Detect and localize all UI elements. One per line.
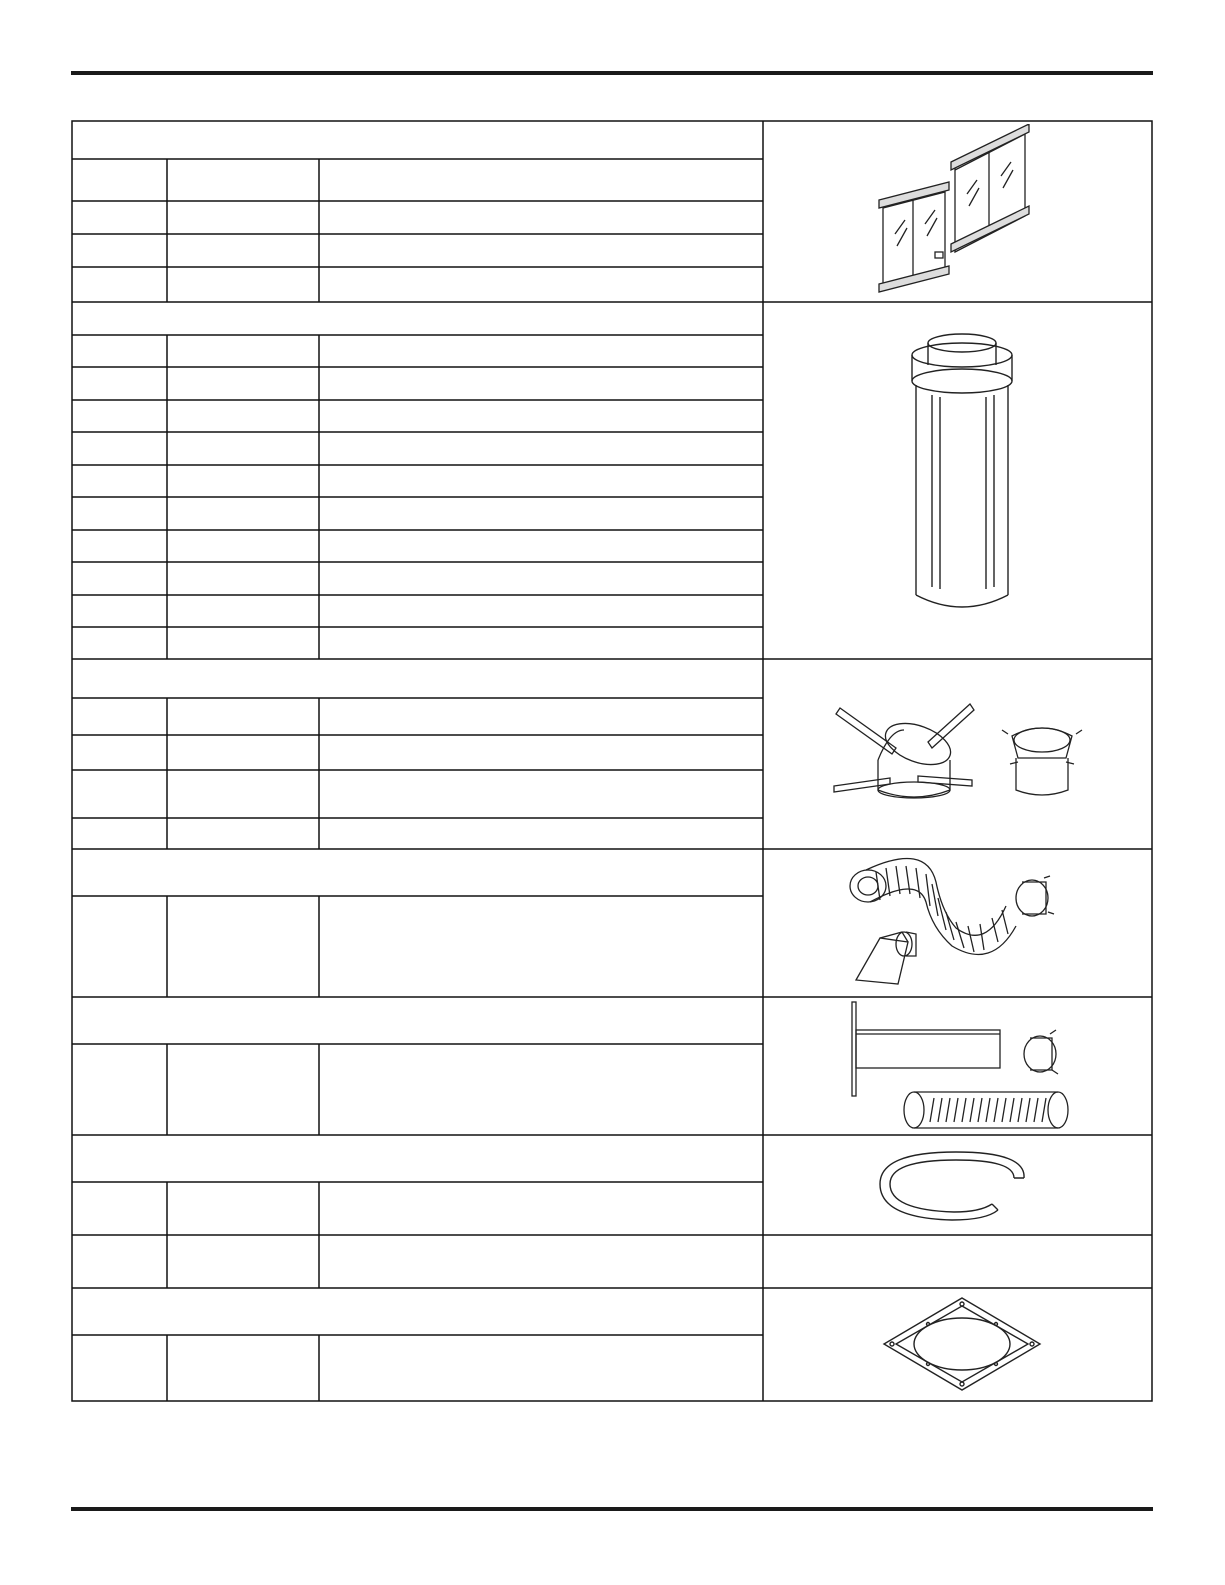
elbow-illustration	[832, 700, 1102, 810]
ceiling-firestop-illustration	[882, 1296, 1042, 1392]
flex-vent-kit-illustration	[846, 852, 1076, 994]
vent-pipe-illustration	[904, 325, 1020, 617]
firestop-ring-illustration	[876, 1148, 1036, 1228]
glass-doors-illustration	[875, 124, 1045, 300]
wall-thimble-kit-illustration	[846, 1000, 1086, 1132]
